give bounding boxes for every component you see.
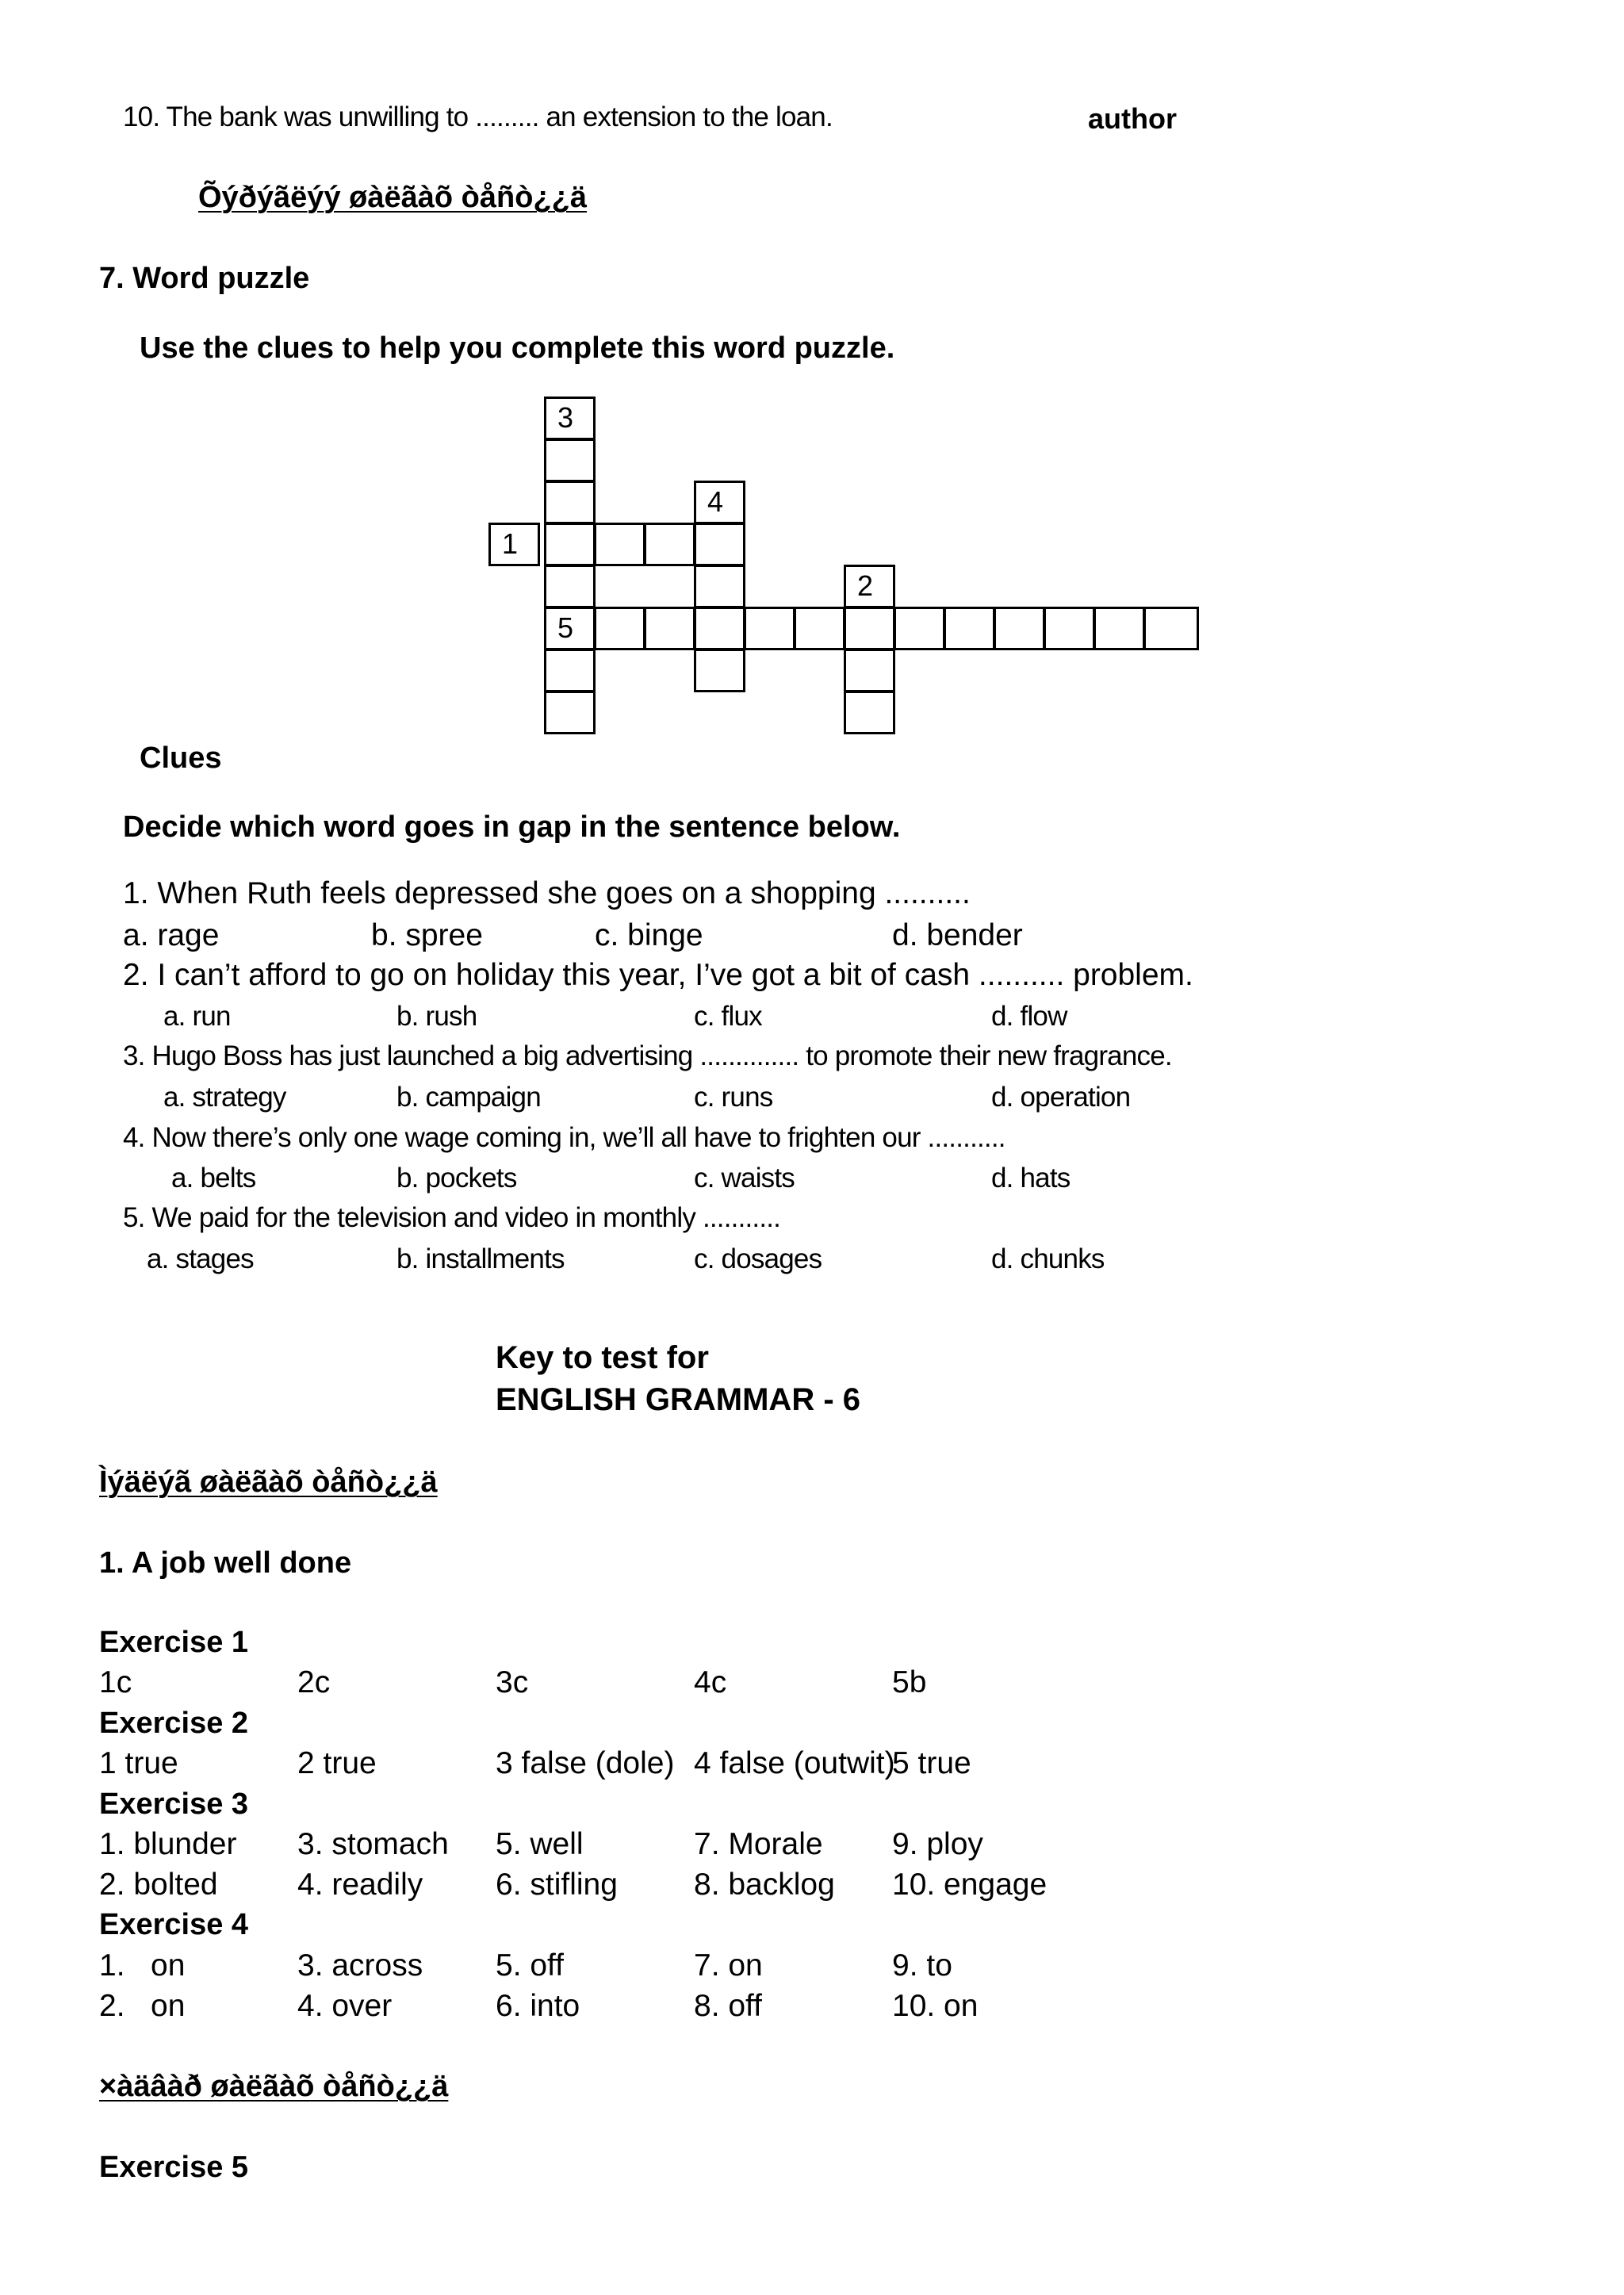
question-10: 10. The bank was unwilling to ......... an extension to the loan.	[123, 102, 833, 132]
option: c. binge	[595, 918, 703, 952]
exercise-1-label: Exercise 1	[99, 1626, 249, 1659]
option: d. bender	[892, 918, 1023, 952]
grid-cell[interactable]	[594, 523, 645, 566]
grid-cell[interactable]	[544, 649, 596, 692]
option: b. campaign	[396, 1082, 541, 1113]
grid-cell[interactable]	[544, 481, 596, 524]
option: d. operation	[991, 1082, 1131, 1113]
grid-cell[interactable]	[694, 481, 745, 524]
option: c. flux	[694, 1001, 762, 1032]
clues-instruction: Decide which word goes in gap in the sentence below.	[123, 810, 901, 844]
grid-cell[interactable]	[544, 523, 596, 566]
answer: 9. to	[892, 1948, 952, 1983]
grid-number-4: 4	[707, 485, 724, 518]
answer: 8. off	[694, 1989, 763, 2023]
option: a. run	[163, 1001, 231, 1032]
answer: 3 false (dole)	[496, 1746, 675, 1780]
grid-cell[interactable]	[544, 397, 596, 440]
answer: 5. off	[496, 1948, 565, 1983]
option: d. flow	[991, 1001, 1067, 1032]
option: d. chunks	[991, 1243, 1105, 1274]
grid-cell[interactable]	[844, 691, 895, 734]
grid-cell[interactable]	[594, 607, 645, 650]
option: d. hats	[991, 1163, 1071, 1193]
option: c. dosages	[694, 1243, 822, 1274]
option: a. rage	[123, 918, 220, 952]
answer: 7. on	[694, 1948, 763, 1983]
question-4: 4. Now there’s only one wage coming in, we’ll all have to frighten our ...........	[123, 1122, 1005, 1153]
answer: 10. on	[892, 1989, 979, 2023]
answer: 3c	[496, 1665, 529, 1699]
grid-number-5: 5	[557, 611, 574, 644]
answer: 7. Morale	[694, 1827, 823, 1861]
grid-cell[interactable]	[694, 523, 745, 566]
question-3: 3. Hugo Boss has just launched a big advertising .............. to promote their new fragrance.	[123, 1040, 1172, 1071]
grid-cell[interactable]	[794, 607, 845, 650]
question-2: 2. I can’t afford to go on holiday this year, I’ve got a bit of cash .......... problem.	[123, 958, 1193, 992]
answer: 5b	[892, 1665, 927, 1699]
key-garbled-heading-2: ×àäâàð øàëãàõ òåñò¿¿ä	[99, 2070, 449, 2103]
answer: 10. engage	[892, 1868, 1048, 1902]
grid-cell[interactable]	[994, 607, 1045, 650]
answer: 2c	[297, 1665, 331, 1699]
question-10-answer: author	[1088, 102, 1177, 135]
grid-cell[interactable]	[844, 565, 895, 608]
grid-number-1: 1	[502, 527, 519, 560]
grid-number-3: 3	[557, 401, 574, 434]
key-title-line-2: ENGLISH GRAMMAR - 6	[496, 1382, 860, 1417]
grid-cell[interactable]	[844, 607, 895, 650]
grid-cell[interactable]	[1143, 607, 1199, 650]
grid-cell[interactable]	[894, 607, 945, 650]
answer: 6. stifling	[496, 1868, 618, 1902]
option: b. rush	[396, 1001, 477, 1032]
option: a. stages	[147, 1243, 254, 1274]
grid-cell[interactable]	[488, 523, 540, 566]
answer: 1c	[99, 1665, 132, 1699]
grid-cell[interactable]	[844, 649, 895, 692]
answer: 4c	[694, 1665, 727, 1699]
answer: 9. ploy	[892, 1827, 983, 1861]
grid-cell[interactable]	[744, 607, 795, 650]
answer: 5 true	[892, 1746, 971, 1780]
exercise-2-label: Exercise 2	[99, 1707, 249, 1740]
exercise-4-label: Exercise 4	[99, 1908, 249, 1941]
section-heading-garbled: Õýðýãëýý øàëãàõ òåñò¿¿ä	[198, 181, 587, 214]
answer: 1. on	[99, 1948, 186, 1983]
key-garbled-heading-1: Ìýäëýã øàëãàõ òåñò¿¿ä	[99, 1466, 438, 1499]
grid-cell[interactable]	[694, 607, 745, 650]
option: c. runs	[694, 1082, 773, 1113]
option: b. installments	[396, 1243, 565, 1274]
option: a. strategy	[163, 1082, 286, 1113]
grid-number-2: 2	[857, 569, 874, 602]
question-1: 1. When Ruth feels depressed she goes on a shopping ..........	[123, 876, 971, 910]
puzzle-instruction: Use the clues to help you complete this word puzzle.	[140, 331, 895, 365]
grid-cell[interactable]	[544, 565, 596, 608]
option: b. spree	[371, 918, 483, 952]
grid-cell[interactable]	[1094, 607, 1145, 650]
answer: 3. across	[297, 1948, 423, 1983]
option: b. pockets	[396, 1163, 517, 1193]
grid-cell[interactable]	[694, 565, 745, 608]
answer: 2. on	[99, 1989, 186, 2023]
grid-cell[interactable]	[544, 439, 596, 482]
exercise-5-label: Exercise 5	[99, 2151, 249, 2184]
grid-cell[interactable]	[694, 649, 745, 692]
grid-cell[interactable]	[544, 691, 596, 734]
answer: 4 false (outwit)	[694, 1746, 895, 1780]
answer: 1 true	[99, 1746, 178, 1780]
option: a. belts	[171, 1163, 256, 1193]
answer: 1. blunder	[99, 1827, 237, 1861]
answer: 4. over	[297, 1989, 393, 2023]
answer: 8. backlog	[694, 1868, 835, 1902]
question-5: 5. We paid for the television and video in monthly ...........	[123, 1202, 781, 1233]
clues-heading: Clues	[140, 741, 222, 775]
grid-cell[interactable]	[644, 607, 695, 650]
grid-cell[interactable]	[944, 607, 995, 650]
grid-cell[interactable]	[544, 607, 596, 650]
grid-cell[interactable]	[644, 523, 695, 566]
answer: 6. into	[496, 1989, 580, 2023]
section-7-heading: 7. Word puzzle	[99, 262, 310, 295]
answer: 2 true	[297, 1746, 377, 1780]
answer: 4. readily	[297, 1868, 423, 1902]
key-title-line-1: Key to test for	[496, 1340, 709, 1375]
grid-cell[interactable]	[1044, 607, 1095, 650]
exercise-3-label: Exercise 3	[99, 1787, 249, 1821]
answer: 5. well	[496, 1827, 584, 1861]
key-section-1: 1. A job well done	[99, 1546, 352, 1580]
option: c. waists	[694, 1163, 795, 1193]
answer: 3. stomach	[297, 1827, 449, 1861]
answer: 2. bolted	[99, 1868, 218, 1902]
